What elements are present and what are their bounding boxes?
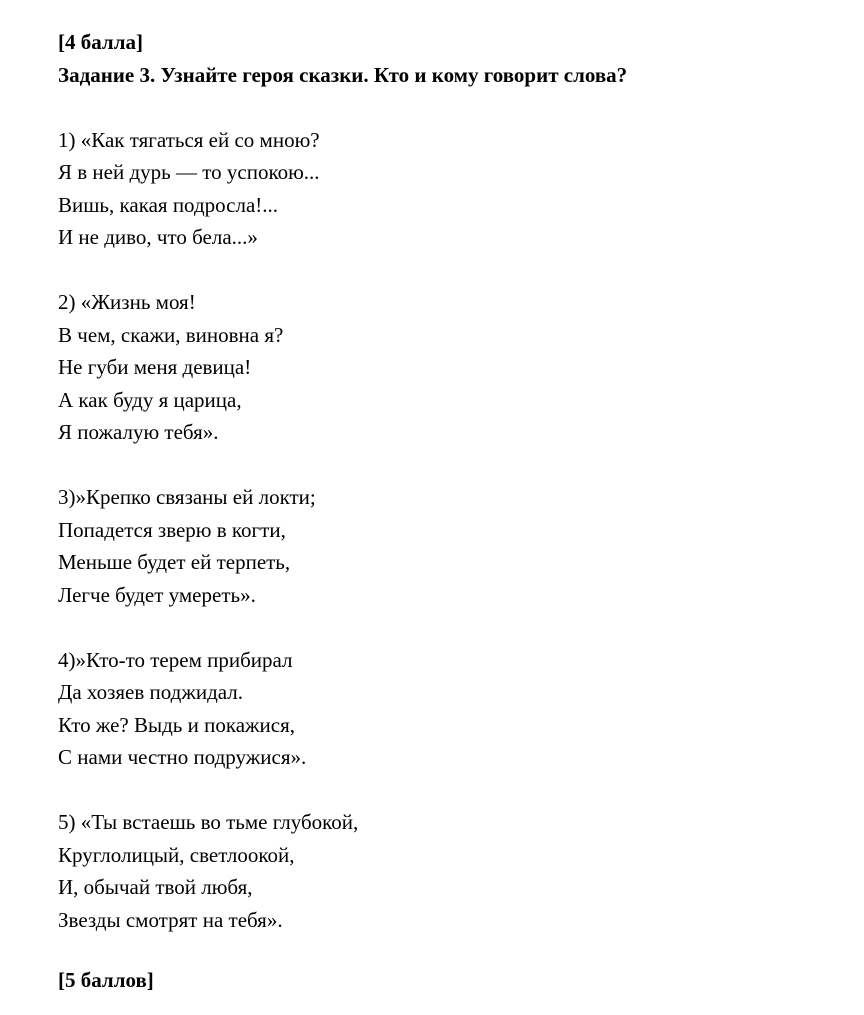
spacer (58, 91, 848, 124)
quote-block-5 (58, 806, 848, 936)
task-title: Задание 3. Узнайте героя сказки. Кто и кому говорит слова? (58, 62, 628, 87)
points-label-bottom: [5 баллов] (58, 968, 154, 992)
quote-block-4 (58, 644, 848, 774)
quote-line: И не диво, что бела...» (58, 225, 258, 249)
quote-line: А как буду я царица, (58, 387, 242, 412)
quote-block-3 (58, 481, 848, 611)
quote-line: Да хозяев поджидал. (58, 680, 244, 704)
quote-line: 1) «Как тягаться ей со мною? (58, 127, 320, 152)
quote-line: 4)»Кто-то терем прибирал (58, 647, 293, 672)
quote-line: Меньше будет ей терпеть, (58, 550, 291, 574)
quote-line: Звезды смотрят на тебя». (58, 907, 283, 932)
quote-line: Круглолицый, светлоокой, (58, 842, 295, 867)
quote-line: 3)»Крепко связаны ей локти; (58, 485, 316, 509)
points-label-top: [4 балла] (58, 30, 143, 54)
quote-line: 5) «Ты встаешь во тьме глубокой, (58, 810, 359, 834)
quote-line: В чем, скажи, виновна я? (58, 322, 284, 347)
quote-line: Вишь, какая подросла!... (58, 192, 279, 217)
spacer (58, 936, 848, 964)
quote-line: Попадется зверю в когти, (58, 517, 286, 542)
quote-line: Легче будет умереть». (58, 582, 256, 607)
document-page (58, 26, 848, 997)
quote-line: Кто же? Выдь и покажися, (58, 712, 296, 737)
quote-line: С нами честно подружися». (58, 745, 307, 769)
quote-block-1 (58, 124, 848, 254)
quote-block-2 (58, 286, 848, 449)
quote-line: Не губи меня девица! (58, 355, 252, 379)
quote-line: Я в ней дурь — то успокою... (58, 160, 320, 184)
spacer (58, 449, 848, 482)
quote-line: 2) «Жизнь моя! (58, 290, 196, 314)
spacer (58, 254, 848, 287)
spacer (58, 774, 848, 807)
quote-line: И, обычай твой любя, (58, 875, 253, 899)
spacer (58, 611, 848, 644)
quote-line: Я пожалую тебя». (58, 420, 219, 444)
